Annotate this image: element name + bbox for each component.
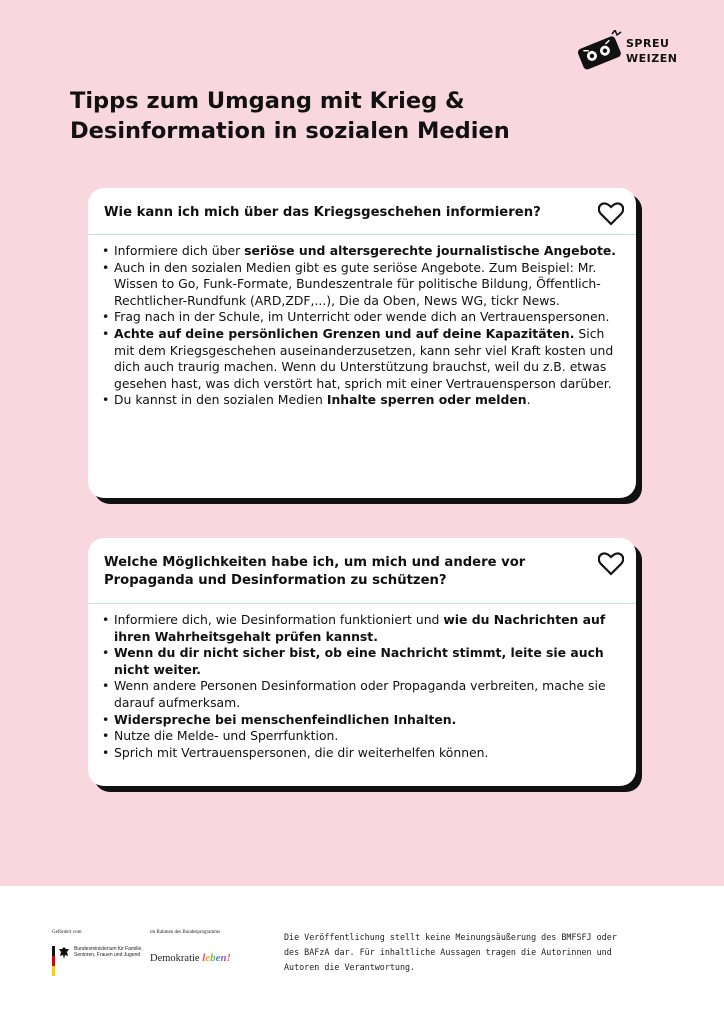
heart-icon[interactable]	[598, 552, 624, 576]
tip-item	[102, 712, 622, 729]
card-question: Wie kann ich mich über das Kriegsgeschehen informieren?	[104, 205, 541, 220]
logo-line-2: WEIZEN	[626, 52, 678, 65]
spreu-weizen-logo[interactable]	[574, 26, 694, 74]
ministry-name: Bundesministerium für Familie, Senioren, Frauen und Jugend	[74, 946, 143, 958]
heart-icon[interactable]	[598, 202, 624, 226]
tips-card-protection	[88, 538, 636, 786]
tip-item	[102, 309, 622, 326]
tips-card-information	[88, 188, 636, 498]
funded-by-label: Gefördert vom	[52, 930, 82, 935]
german-flag-bar	[52, 946, 55, 976]
tip-item	[102, 745, 622, 762]
program-name: Demokratie	[150, 953, 200, 964]
leben-letter: n	[220, 952, 227, 964]
page-title-line-1: Tipps zum Umgang mit Krieg &	[70, 88, 465, 114]
tip-item	[102, 645, 622, 678]
leben-letter: e	[205, 952, 211, 964]
program-label: im Rahmen des Bundesprogramms	[150, 930, 221, 935]
tip-text: .	[526, 392, 531, 408]
tip-item	[102, 243, 622, 260]
tip-text: Informiere dich über	[114, 243, 245, 258]
spreu-weizen-logo-icon	[574, 30, 624, 72]
tip-item	[102, 260, 622, 310]
leben-letter: !	[226, 952, 231, 964]
program-leben	[202, 952, 231, 964]
page-title	[70, 86, 590, 146]
tip-emphasis: Wenn du dir nicht sicher bist, ob eine Nachricht stimmt, leite sie auch nicht weiter.	[114, 645, 604, 677]
tip-emphasis: Achte auf deine persönlichen Grenzen und auf deine Kapazitäten.	[114, 325, 575, 341]
tip-item	[102, 612, 622, 645]
card-tip-list	[88, 235, 636, 409]
tip-emphasis: seriöse und altersgerechte journalistische Angebote.	[244, 243, 616, 258]
federal-eagle-icon	[58, 946, 70, 960]
card-question: Welche Möglichkeiten habe ich, um mich und andere vor Propaganda und Desinformation zu schützen?	[104, 555, 526, 588]
leben-letter: b	[210, 952, 216, 964]
tip-text: Auch in den sozialen Medien gibt es gute seriöse Angebote. Zum Beispiel: Mr. Wissen to Go, Funk-Formate, Bundeszentrale für politische Bildung, Öffentlich-Rechtlicher-Rundfunk (ARD,ZDF,...), Die da Oben, News WG, tickr News.	[114, 259, 601, 308]
card-header	[88, 188, 636, 234]
tip-text: Sprich mit Vertrauenspersonen, die dir weiterhelfen können.	[114, 744, 489, 760]
tip-text: Sich mit dem Kriegsgeschehen auseinanderzusetzen, kann sehr viel Kraft kosten und dich auch traurig machen. Wenn du Unterstützung brauchst, weil du z.B. etwas gesehen hast, was dich verstört hat, sprich mit einer Vertrauensperson darüber.	[114, 325, 614, 391]
tip-item	[102, 678, 622, 711]
tip-text: Informiere dich, wie Desinformation funktioniert und	[114, 612, 444, 627]
tip-text: Nutze die Melde- und Sperrfunktion.	[114, 728, 339, 744]
card-header	[88, 538, 636, 603]
tip-text: Du kannst in den sozialen Medien	[114, 392, 327, 408]
leben-letter: e	[215, 952, 221, 964]
logo-wordmark	[626, 36, 677, 66]
leben-letter: l	[202, 952, 206, 964]
tip-text: Frag nach in der Schule, im Unterricht oder wende dich an Vertrauenspersonen.	[114, 309, 610, 325]
logo-line-1: SPREU	[626, 37, 670, 50]
tip-emphasis: wie du Nachrichten auf ihren Wahrheitsgehalt prüfen kannst.	[114, 612, 606, 644]
tip-item	[102, 392, 622, 409]
tip-item	[102, 326, 622, 392]
demokratie-leben-logo[interactable]	[150, 952, 231, 964]
tip-text: Wenn andere Personen Desinformation oder Propaganda verbreiten, mache sie darauf aufmerksam.	[114, 678, 606, 710]
tip-emphasis: Widerspreche bei menschenfeindlichen Inhalten.	[114, 711, 457, 727]
page-title-line-2: Desinformation in sozialen Medien	[70, 118, 510, 144]
card-tip-list	[88, 604, 636, 761]
disclaimer-text: Die Veröffentlichung stellt keine Meinungsäußerung des BMFSFJ oder des BAFzA dar. Für inhaltliche Aussagen tragen die Autorinnen und Autoren die Verantwortung.	[284, 932, 617, 972]
tip-item	[102, 728, 622, 745]
tip-emphasis: Inhalte sperren oder melden	[326, 392, 527, 408]
